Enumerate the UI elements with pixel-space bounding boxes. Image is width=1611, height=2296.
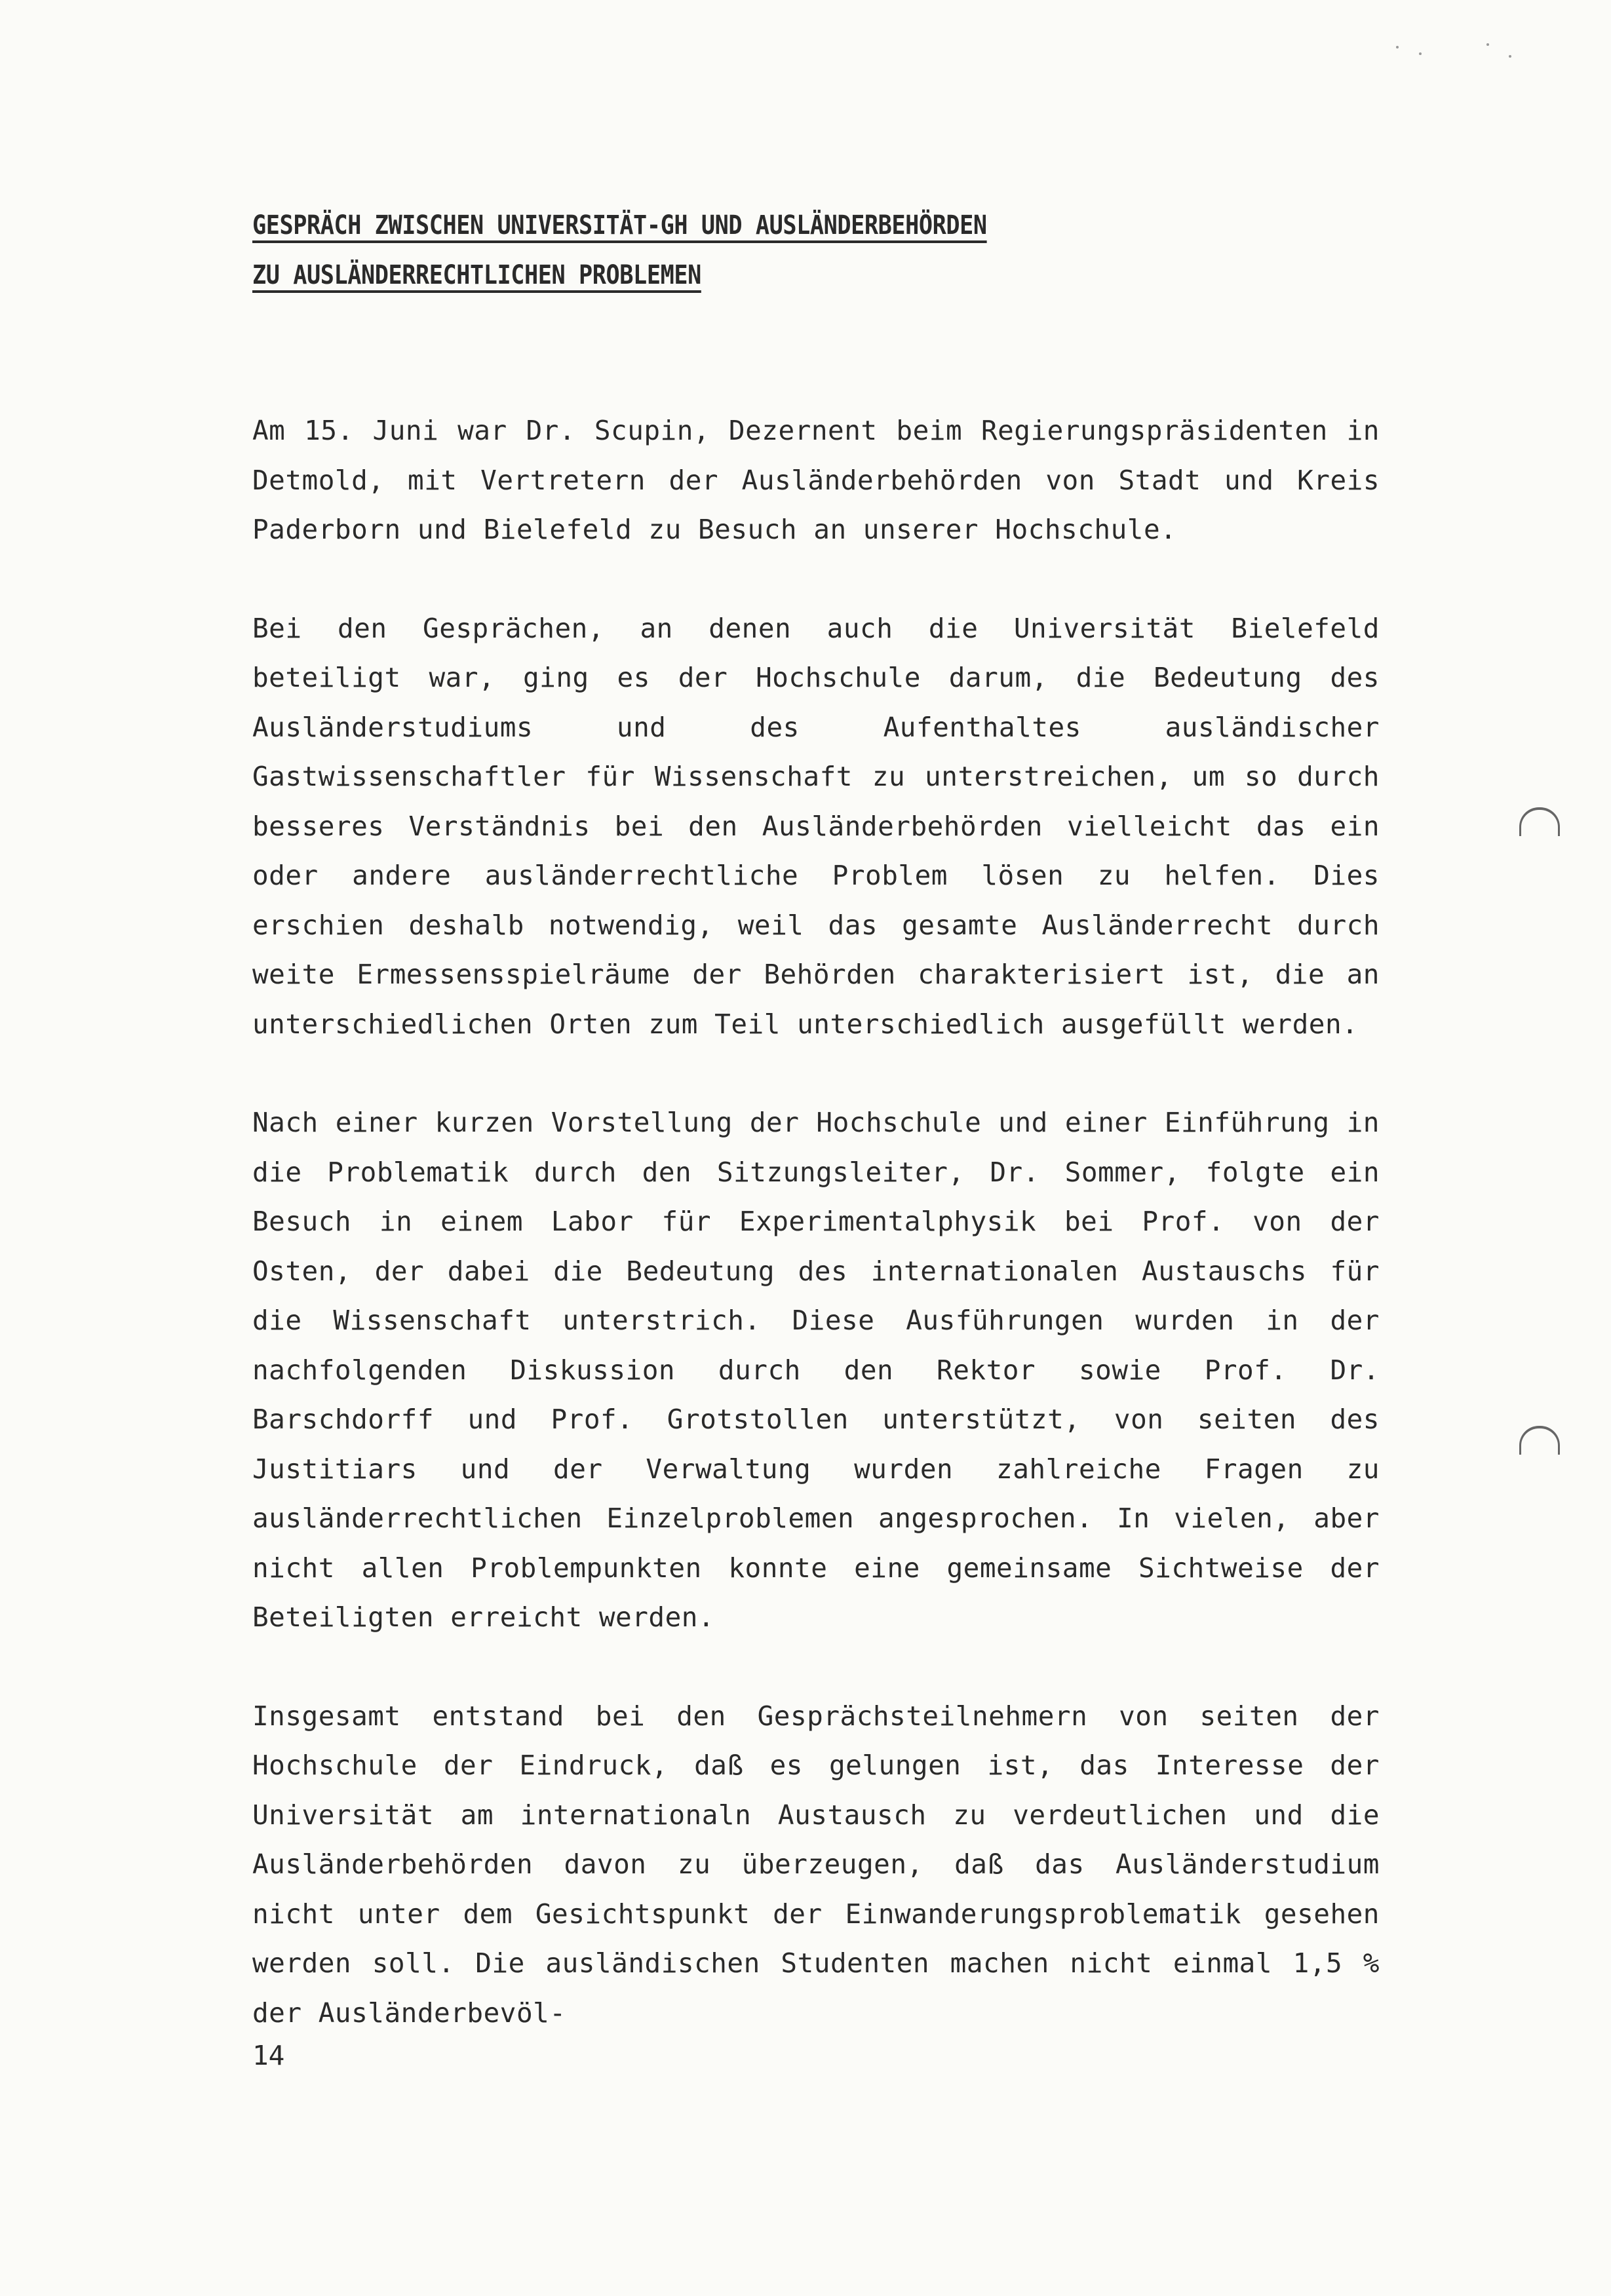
article-title [252,208,1235,308]
scan-speck [1509,55,1511,58]
article-body [252,406,1380,2087]
scan-speck [1419,52,1422,55]
paragraph-2: Bei den Gesprächen, an denen auch die Universität Bielefeld beteiligt war, ging es der Hochschule darum, die Bedeutung des Ausländerstudiums und des Aufenthaltes ausländischer Gastwissenschaftler für Wissenschaft zu unterstreichen, um so durch besseres Verständnis bei den Ausländerbehörden vielleicht das ein oder andere ausländerrechtliche Problem lösen zu helfen. Dies erschien deshalb notwendig, weil das gesamte Ausländerrecht durch weite Ermessensspielräume der Behörden charakterisiert ist, die an unterschiedlichen Orten zum Teil unterschiedlich ausgefüllt werden. [252,612,1380,1040]
scan-speck [1486,43,1489,46]
punch-hole-mark [1519,1426,1560,1455]
page-number: 14 [252,2040,285,2071]
punch-hole-mark [1519,807,1560,836]
title-line-2: ZU AUSLÄNDERRECHTLICHEN PROBLEMEN [252,260,701,290]
scan-speck [1396,46,1399,48]
paragraph-1: Am 15. Juni war Dr. Scupin, Dezernent beim Regierungspräsidenten in Detmold, mit Vertretern der Ausländerbehörden von Stadt und Kreis Paderborn und Bielefeld zu Besuch an unserer Hochschule. [252,415,1380,545]
paragraph-3: Nach einer kurzen Vorstellung der Hochschule und einer Einführung in die Problematik durch den Sitzungsleiter, Dr. Sommer, folgte ein Besuch in einem Labor für Experimentalphysik bei Prof. von der Osten, der dabei die Bedeutung des internationalen Austauschs für die Wissenschaft unterstrich. Diese Ausführungen wurden in der nachfolgenden Diskussion durch den Rektor sowie Prof. Dr. Barschdorff und Prof. Grotstollen unterstützt, von seiten des Justitiars und der Verwaltung wurden zahlreiche Fragen zu ausländerrechtlichen Einzelproblemen angesprochen. In vielen, aber nicht allen Problempunkten konnte eine gemeinsame Sichtweise der Beteiligten erreicht werden. [252,1107,1380,1633]
title-line-1: GESPRÄCH ZWISCHEN UNIVERSITÄT-GH UND AUSLÄNDERBEHÖRDEN [252,210,987,240]
paragraph-4: Insgesamt entstand bei den Gesprächsteilnehmern von seiten der Hochschule der Eindruck, daß es gelungen ist, das Interesse der Universität am internationaln Austausch zu verdeutlichen und die Ausländerbehörden davon zu überzeugen, daß das Ausländerstudium nicht unter dem Gesichtspunkt der Einwanderungsproblematik gesehen werden soll. Die ausländischen Studenten machen nicht einmal 1,5 % der Ausländerbevöl- [252,1700,1380,2029]
